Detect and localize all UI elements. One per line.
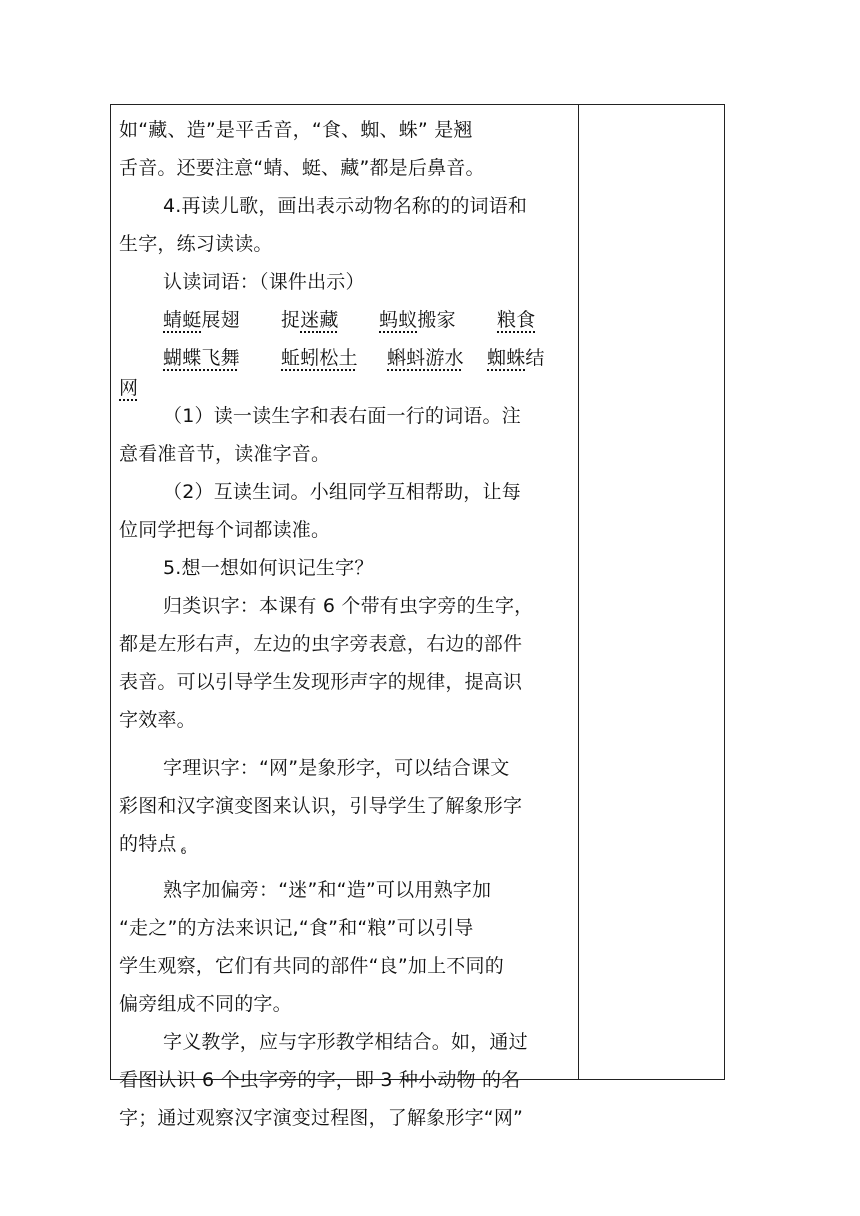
vocab-word: 蝴蝶飞舞: [163, 347, 240, 369]
text-line: 字效率。: [119, 709, 196, 731]
vocab-word: 蜻蜓展翅: [163, 309, 240, 331]
text-line: （2）互读生词。小组同学互相帮助，让每: [163, 481, 521, 503]
text-line: 归类识字：本课有 6 个带有虫字旁的生字，: [163, 595, 534, 617]
vocab-word: 蚂蚁搬家: [379, 309, 456, 331]
text-line: 生字，练习读读。: [119, 233, 273, 255]
vocab-word: 蚯蚓松土: [281, 347, 358, 369]
text-line: 偏旁组成不同的字。: [119, 993, 292, 1015]
text-line: 舌音。还要注意“蜻、蜓、藏”都是后鼻音。: [119, 157, 485, 179]
text-line: 看图认识 6 个虫字旁的字，即 3 种小动物 的名: [119, 1069, 521, 1091]
text-line: 学生观察，它们有共同的部件“良”加上不同的: [119, 955, 504, 977]
text-line: 表音。可以引导学生发现形声字的规律，提高识: [119, 671, 523, 693]
vocab-word: 捉迷藏: [281, 309, 339, 331]
text-line: 都是左形右声，左边的虫字旁表意，右边的部件: [119, 633, 523, 655]
lesson-table: [110, 104, 725, 1129]
step-heading: 5.想一想如何识记生字？: [163, 557, 374, 579]
text-line: 字；通过观察汉字演变过程图，了解象形字“网”: [119, 1107, 524, 1129]
vocab-wrap: 网: [119, 377, 139, 399]
text-line: 的特点 $_6$: [119, 833, 187, 857]
text-line: 熟字加偏旁：“迷”和“造”可以用熟字加: [163, 879, 492, 901]
vocab-word: 粮食: [497, 309, 536, 331]
text-line: 如“藏、造”是平舌音，“食、蜘、蛛” 是翘: [119, 119, 473, 141]
text-line: “走之”的方法来识记,“食”和“粮”可以引导: [119, 917, 474, 939]
text-line: 意看准音节，读准字音。: [119, 443, 331, 465]
column-divider: [578, 105, 579, 1079]
step-heading: 4.再读儿歌，画出表示动物名称的的词语和: [163, 195, 528, 217]
vocab-word: 蝌蚪游水: [387, 347, 464, 369]
page-ref: 6: [180, 847, 187, 857]
text-line: 字理识字：“网”是象形字，可以结合课文: [163, 757, 510, 779]
text-line: 位同学把每个词都读准。: [119, 519, 331, 541]
vocab-word: 蜘蛛结: [487, 347, 545, 369]
vocab-heading: 认读词语：（课件出示）: [163, 271, 365, 293]
text-line: 字义教学，应与字形教学相结合。如，通过: [163, 1031, 528, 1053]
text-line: （1）读一读生字和表右面一行的词语。注: [163, 405, 521, 427]
text-line: 彩图和汉字演变图来认识，引导学生了解象形字: [119, 795, 523, 817]
